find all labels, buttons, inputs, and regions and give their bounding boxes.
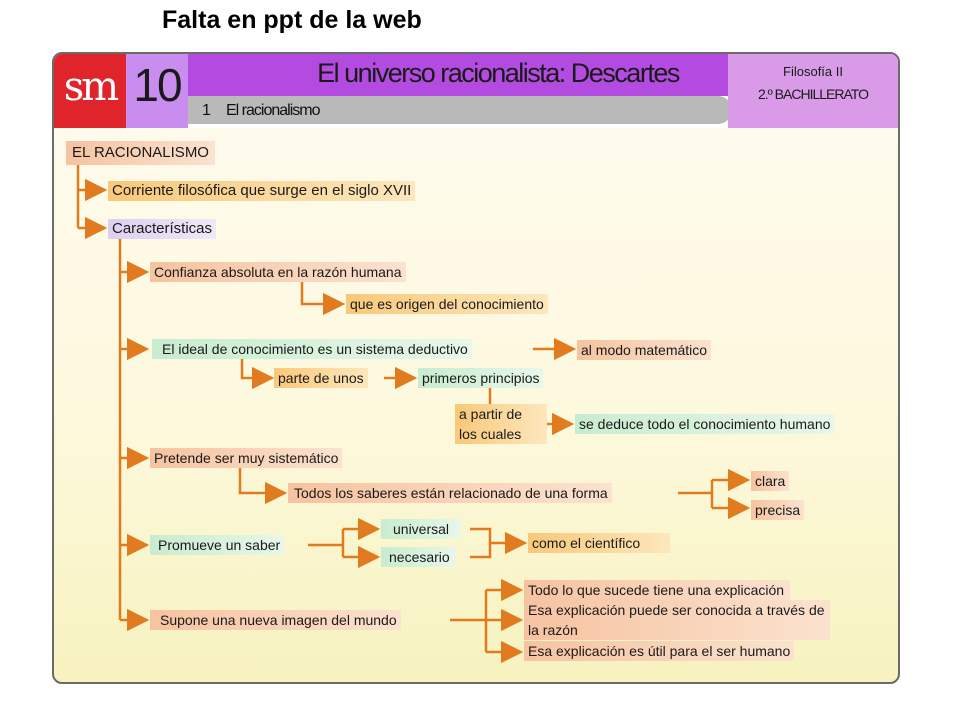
page-title: Falta en ppt de la web <box>162 6 422 34</box>
node-imagen-mundo: Supone una nueva imagen del mundo <box>150 610 401 630</box>
node-universal: universal <box>381 519 461 539</box>
node-saberes: Todos los saberes están relacionado de una forma <box>288 483 612 503</box>
node-origen: que es origen del conocimiento <box>346 294 548 314</box>
section-label: El racionalismo <box>226 102 320 119</box>
node-cientifico: como el científico <box>528 533 670 553</box>
node-util: Esa explicación es útil para el ser humano <box>524 641 794 661</box>
node-promueve: Promueve un saber <box>150 535 284 555</box>
course-label: 2.º BACHILLERATO <box>758 86 868 102</box>
node-explicacion: Todo lo que sucede tiene una explicación <box>524 580 790 600</box>
node-conocida: Esa explicación puede ser conocida a través de la razón <box>524 600 830 640</box>
subject-label: Filosofía II <box>783 64 843 79</box>
node-ideal: El ideal de conocimiento es un sistema deductivo <box>152 339 472 359</box>
node-se-deduce: se deduce todo el conocimiento humano <box>575 414 834 434</box>
node-a-partir: a partir de los cuales <box>455 404 547 444</box>
node-sistematico: Pretende ser muy sistemático <box>150 448 342 468</box>
node-confianza: Confianza absoluta en la razón humana <box>150 262 406 282</box>
section-number: 1 <box>202 102 211 119</box>
node-precisa: precisa <box>751 500 804 520</box>
unit-title: El universo racionalista: Descartes <box>317 58 679 88</box>
node-primeros-principios: primeros principios <box>418 368 543 388</box>
node-necesario: necesario <box>381 547 456 567</box>
unit-number: 10 <box>133 59 181 111</box>
node-parte-de-unos: parte de unos <box>274 368 368 388</box>
node-root: EL RACIONALISMO <box>66 141 215 165</box>
sm-logo: sm <box>54 54 126 128</box>
node-clara: clara <box>751 471 789 491</box>
node-caracteristicas: Características <box>108 219 216 239</box>
node-modo-matematico: al modo matemático <box>577 340 711 360</box>
node-corriente: Corriente filosófica que surge en el siglo XVII <box>108 181 415 201</box>
